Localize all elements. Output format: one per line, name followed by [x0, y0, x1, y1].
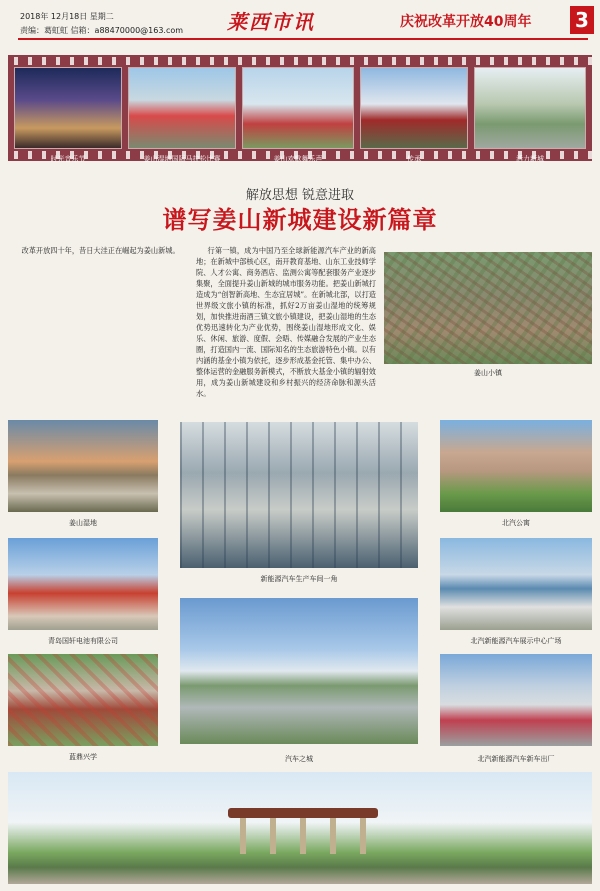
photo-battery-company [8, 538, 158, 630]
photo-marathon [128, 67, 236, 163]
photo-factory [180, 422, 418, 568]
autocity-caption: 汽车之城 [285, 755, 313, 763]
article-subtitle: 解放思想 锐意进取 [245, 188, 355, 203]
wetland-caption: 姜山湿地 [69, 519, 97, 527]
film-holes-top [8, 57, 592, 65]
photo-auto-city [180, 598, 418, 744]
photo-new-cars [440, 654, 592, 746]
issue-date: 2018年 12月18日 星期二 [20, 12, 114, 21]
section-title: 庆祝改革开放40周年 [400, 14, 532, 30]
newspaper-name: 莱西市讯 [227, 10, 315, 34]
page-number: 3 [570, 6, 594, 34]
photo-music-festival [14, 67, 122, 163]
editor-info: 责编：葛虹虹 信箱：a88470000@163.com [20, 26, 184, 35]
school-caption: 蓝鼎兴学 [69, 753, 97, 761]
photo-new-city-plan [474, 67, 586, 163]
photo-dancing [242, 67, 354, 163]
factory-caption: 新能源汽车生产车间一角 [260, 575, 338, 583]
gate-pillars [240, 818, 366, 854]
company-caption: 青岛国轩电池有限公司 [48, 637, 118, 645]
photo-heritage [360, 67, 468, 163]
film-strip [8, 55, 592, 161]
article-title: 谱写姜山新城建设新篇章 [162, 205, 438, 234]
photo-wetland [8, 420, 158, 512]
column1-paragraph: 改革开放四十年，昔日大洼正在崛起为姜山新城。 [21, 246, 180, 255]
showroom-caption: 北汽新能源汽车展示中心广场 [470, 637, 562, 645]
strip-caption-1: 时光音乐节 [50, 155, 86, 163]
newcars-caption: 北汽新能源汽车新车出厂 [477, 755, 555, 763]
photo-apartment [440, 420, 592, 512]
photo-gate-panorama [8, 772, 592, 884]
header-rule [18, 38, 588, 40]
photo-aerial-town [384, 252, 592, 364]
article-column-2 [196, 245, 376, 401]
article-column-1 [10, 245, 188, 258]
photo-school [8, 654, 158, 746]
strip-caption-5: 活力新城 [516, 155, 544, 163]
gate-roof [228, 808, 378, 818]
column2-paragraph: 行第一镇，成为中国乃至全球新能源汽车产业的新高地；在新城中部核心区，南开教育基地、山东工业技师学院、人才公寓、商务酒店、监测公寓等配套服务产业逐步集聚，全面提升姜山新城的城市服务功能。把姜山新城打造成为“创智新高地、生态宜居城”。在新城北部，以打造世界级文旅小镇的标准，抓好2万亩姜山湿地的统筹规划，加快推进南酒三镇文旅小镇建设，把姜山湿地的生态优势迅速转化为产业优势，围绕姜山湿地形成文化、娱乐、休闲、旅游、度假、会晤、传媒融合发展的产业生态圈，打造国内一流、国际知名的生态旅游特色小镇。以有内涵的基金小镇为依托，逐步形成基金托管、集中办公、整体运营的金融服务新模式，不断放大基金小镇的辐射效用，成为姜山新城建设和乡村振兴的经济命脉和源头活水。 [196, 246, 376, 398]
strip-caption-4: 传承 [407, 155, 421, 163]
strip-caption-3: 姜山欢歌舞乐声 [273, 155, 323, 163]
photo-showroom [440, 538, 592, 630]
aerial-caption: 姜山小镇 [474, 369, 502, 377]
apartment-caption: 北汽公寓 [502, 519, 530, 527]
page-header [0, 0, 600, 40]
strip-caption-2: 姜山湿地国际马拉松比赛 [143, 155, 221, 163]
